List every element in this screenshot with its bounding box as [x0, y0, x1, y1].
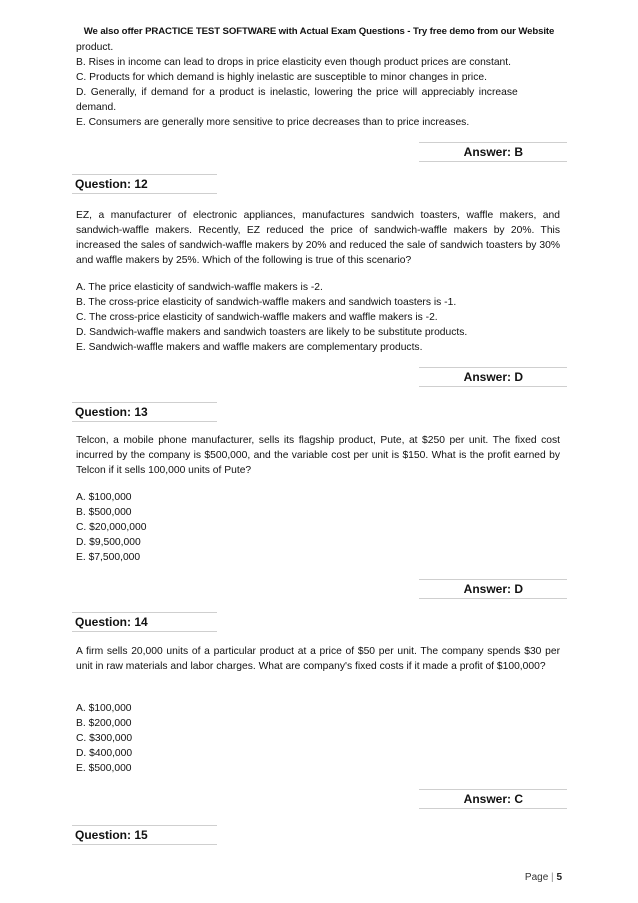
- answer-box: [419, 142, 567, 162]
- question-heading: [72, 174, 217, 194]
- prev-option-d-cont: demand.: [76, 102, 117, 113]
- answer-box: [419, 579, 567, 599]
- option-b: B. $200,000: [76, 718, 132, 729]
- question-heading: [72, 825, 217, 845]
- question-heading: [72, 402, 217, 422]
- prev-option-c: C. Products for which demand is highly inelastic are susceptible to minor changes in price.: [76, 72, 487, 83]
- question-title: Question: 15: [75, 828, 148, 842]
- option-c: C. The cross-price elasticity of sandwich-waffle makers and waffle makers is -2.: [76, 312, 438, 323]
- page-header: We also offer PRACTICE TEST SOFTWARE with Actual Exam Questions - Try free demo from our Website: [83, 26, 555, 37]
- option-e: E. $7,500,000: [76, 552, 141, 563]
- prev-question-text: product.: [76, 42, 114, 53]
- option-a: A. $100,000: [76, 492, 132, 503]
- question-body: Telcon, a mobile phone manufacturer, sells its flagship product, Pute, at $250 per unit. The fixed cost incurred by the company is $500,000, and the variable cost per unit is $150. What is the profit earned by Telcon if it sells 100,000 units of Pute?: [76, 435, 560, 476]
- question-title: Question: 13: [75, 405, 148, 419]
- question-body: A firm sells 20,000 units of a particular product at a price of $50 per unit. The company spends $30 per unit in raw materials and labor charges. What are company's fixed costs if it made a profit of $100,000?: [76, 646, 560, 672]
- option-d: D. $9,500,000: [76, 537, 141, 548]
- option-c: C. $300,000: [76, 733, 133, 744]
- question-heading: [72, 612, 217, 632]
- page-number: 5: [556, 872, 562, 883]
- option-d: D. Sandwich-waffle makers and sandwich toasters are likely to be substitute products.: [76, 327, 468, 338]
- option-b: B. The cross-price elasticity of sandwich-waffle makers and sandwich toasters is -1.: [76, 297, 457, 308]
- option-c: C. $20,000,000: [76, 522, 147, 533]
- option-d: D. $400,000: [76, 748, 133, 759]
- option-a: A. $100,000: [76, 703, 132, 714]
- answer-box: [419, 367, 567, 387]
- option-e: E. Sandwich-waffle makers and waffle makers are complementary products.: [76, 342, 423, 353]
- question-body: EZ, a manufacturer of electronic appliances, manufactures sandwich toasters, waffle makers, and sandwich-waffle makers. Recently, EZ reduced the price of sandwich-waffle makers by 20%. This increased the sales of sandwich-waffle makers by 20% and reduced the sale of sandwich toasters by 30% and waffle makers by 25%. Which of the following is true of this scenario?: [76, 210, 560, 266]
- question-title: Question: 14: [75, 615, 148, 629]
- prev-option-e: E. Consumers are generally more sensitive to price decreases than to price increases.: [76, 117, 470, 128]
- prev-option-d: D. Generally, if demand for a product is inelastic, lowering the price will appreciably increase: [76, 87, 518, 98]
- answer-box: [419, 789, 567, 809]
- answer-label: Answer: B: [463, 145, 523, 159]
- question-title: Question: 12: [75, 177, 148, 191]
- answer-label: Answer: D: [463, 582, 523, 596]
- option-e: E. $500,000: [76, 763, 132, 774]
- answer-label: Answer: D: [463, 370, 523, 384]
- page-footer: Page | 5: [524, 872, 562, 883]
- answer-label: Answer: C: [463, 792, 523, 806]
- option-a: A. The price elasticity of sandwich-waffle makers is -2.: [76, 282, 323, 293]
- prev-option-b: B. Rises in income can lead to drops in price elasticity even though product prices are constant.: [76, 57, 511, 68]
- page-label: Page: [524, 872, 549, 883]
- option-b: B. $500,000: [76, 507, 132, 518]
